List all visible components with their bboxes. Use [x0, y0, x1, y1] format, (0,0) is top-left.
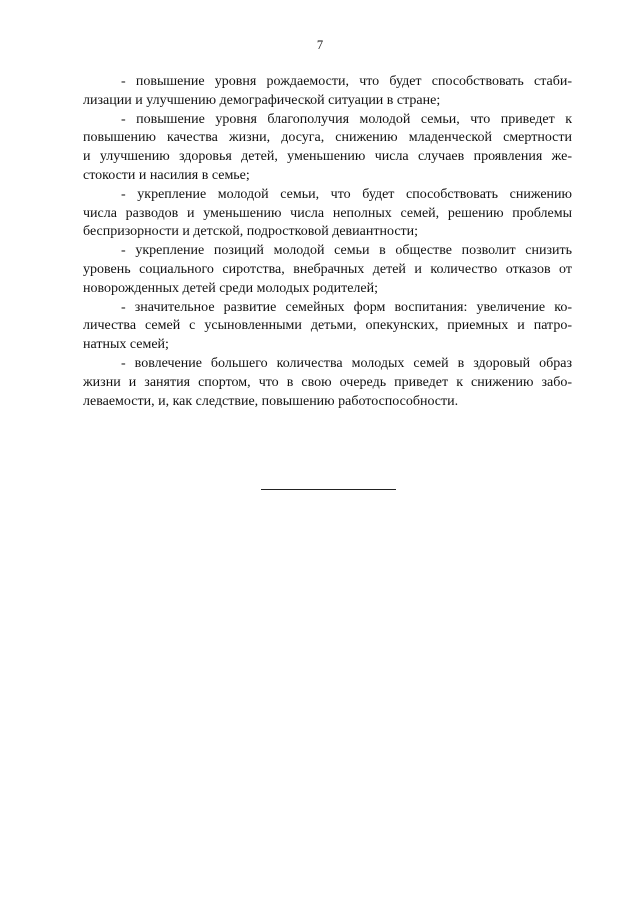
- end-of-text-rule: [261, 489, 396, 490]
- paragraph-4-line-1: - укрепление позиций молодой семьи в обществе позволит снизить: [121, 243, 572, 259]
- paragraph-6-line-1: - вовлечение большего количества молодых семей в здоровый образ: [121, 355, 572, 371]
- paragraph-3-line-1: - укрепление молодой семьи, что будет способствовать снижению: [121, 186, 572, 202]
- paragraph-2-line-4: стокости и насилия в семье;: [83, 167, 250, 183]
- paragraph-3-line-3: беспризорности и детской, подростковой девиантности;: [83, 224, 419, 240]
- paragraph-1-line-2: лизации и улучшению демографической ситуации в стране;: [83, 92, 441, 108]
- paragraph-6-line-2: жизни и занятия спортом, что в свою очередь приведет к снижению забо-: [83, 374, 572, 390]
- paragraph-2-line-3: и улучшению здоровья детей, уменьшению числа случаев проявления же-: [83, 149, 572, 165]
- paragraph-6-line-3: леваемости, и, как следствие, повышению работоспособности.: [83, 393, 459, 409]
- paragraph-5-line-2: личества семей с усыновленными детьми, опекунских, приемных и патро-: [83, 318, 572, 334]
- paragraph-5-line-3: натных семей;: [83, 337, 169, 353]
- paragraph-3-line-2: числа разводов и уменьшению числа неполных семей, решению проблемы: [83, 205, 572, 221]
- paragraph-2-line-1: - повышение уровня благополучия молодой семьи, что приведет к: [121, 111, 572, 127]
- document-body: [83, 73, 572, 411]
- paragraph-4-line-3: новорожденных детей среди молодых родителей;: [83, 280, 378, 296]
- paragraph-2-line-2: повышению качества жизни, досуга, снижению младенческой смертности: [83, 130, 572, 146]
- page-number: 7: [316, 38, 324, 52]
- paragraph-5-line-1: - значительное развитие семейных форм воспитания: увеличение ко-: [121, 299, 572, 315]
- paragraph-1-line-1: - повышение уровня рождаемости, что будет способствовать стаби-: [121, 74, 572, 89]
- paragraph-4-line-2: уровень социального сиротства, внебрачных детей и количество отказов от: [83, 261, 572, 277]
